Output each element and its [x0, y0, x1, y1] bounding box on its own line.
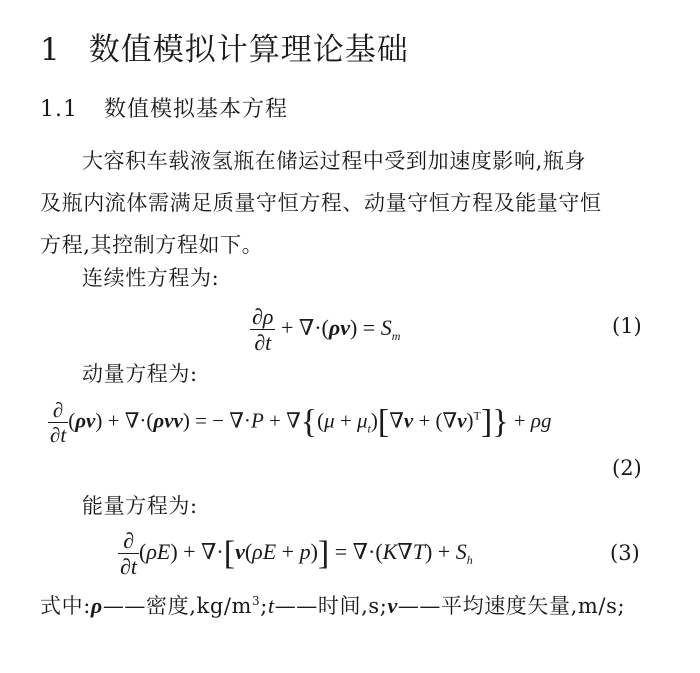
- v-description: ——平均速度矢量,m/s;: [397, 594, 626, 618]
- symbol-t: t: [267, 593, 275, 618]
- continuity-label: 连续性方程为:: [82, 266, 220, 290]
- energy-label: 能量方程为:: [82, 494, 198, 518]
- t-description: ——时间,s;: [274, 594, 388, 618]
- equation-number-1: (1): [612, 314, 642, 338]
- momentum-label: 动量方程为:: [82, 362, 198, 386]
- intro-line-2: 及瓶内流体需满足质量守恒方程、动量守恒方程及能量守恒: [40, 191, 602, 215]
- symbol-definitions: 式中:ρ——密度$,kg/m^3;t——$时间,s;v——平均速度矢量,m/s;: [40, 593, 626, 618]
- symbol-rho: ρ: [90, 593, 103, 618]
- rho-description: ——密度,kg/m: [102, 594, 253, 618]
- intro-paragraph: [40, 140, 662, 266]
- definitions-prefix: 式中:: [40, 594, 91, 618]
- energy-equation: $\frac{\partial}{\partial t}$ $(\rho E) + \nabla\cdot[v(\rho E + p)] = \nabla\cdot(K\nabla T) + S_h$: [120, 528, 473, 580]
- equation-number-3: (3): [610, 541, 640, 565]
- section-title: 数值模拟计算理论基础: [88, 32, 409, 68]
- equation-number-2: (2): [612, 456, 642, 480]
- intro-line-1: 大容积车载液氢瓶在储运过程中受到加速度影响,瓶身: [82, 149, 587, 173]
- symbol-v: v: [387, 593, 398, 618]
- continuity-equation: $\frac{\partial\rho}{\partial t}$ + $\nabla\cdot(\rho v) = S_m$: [252, 304, 401, 356]
- section-number: 1: [40, 32, 61, 68]
- subsection-heading: [40, 92, 288, 123]
- momentum-equation: $\frac{\partial}{\partial t}$ (ρv) + ∇·(ρvv) = − $\nabla\cdot P + \nabla\{(\mu + \mu_t)[\nabla v + (\nabla v)^T]\} + \rho g$: [50, 398, 552, 448]
- subsection-title: 数值模拟基本方程: [104, 97, 289, 122]
- section-heading: [40, 24, 409, 69]
- intro-line-3: 方程,其控制方程如下。: [40, 233, 264, 257]
- subsection-number: 1.1: [40, 97, 78, 122]
